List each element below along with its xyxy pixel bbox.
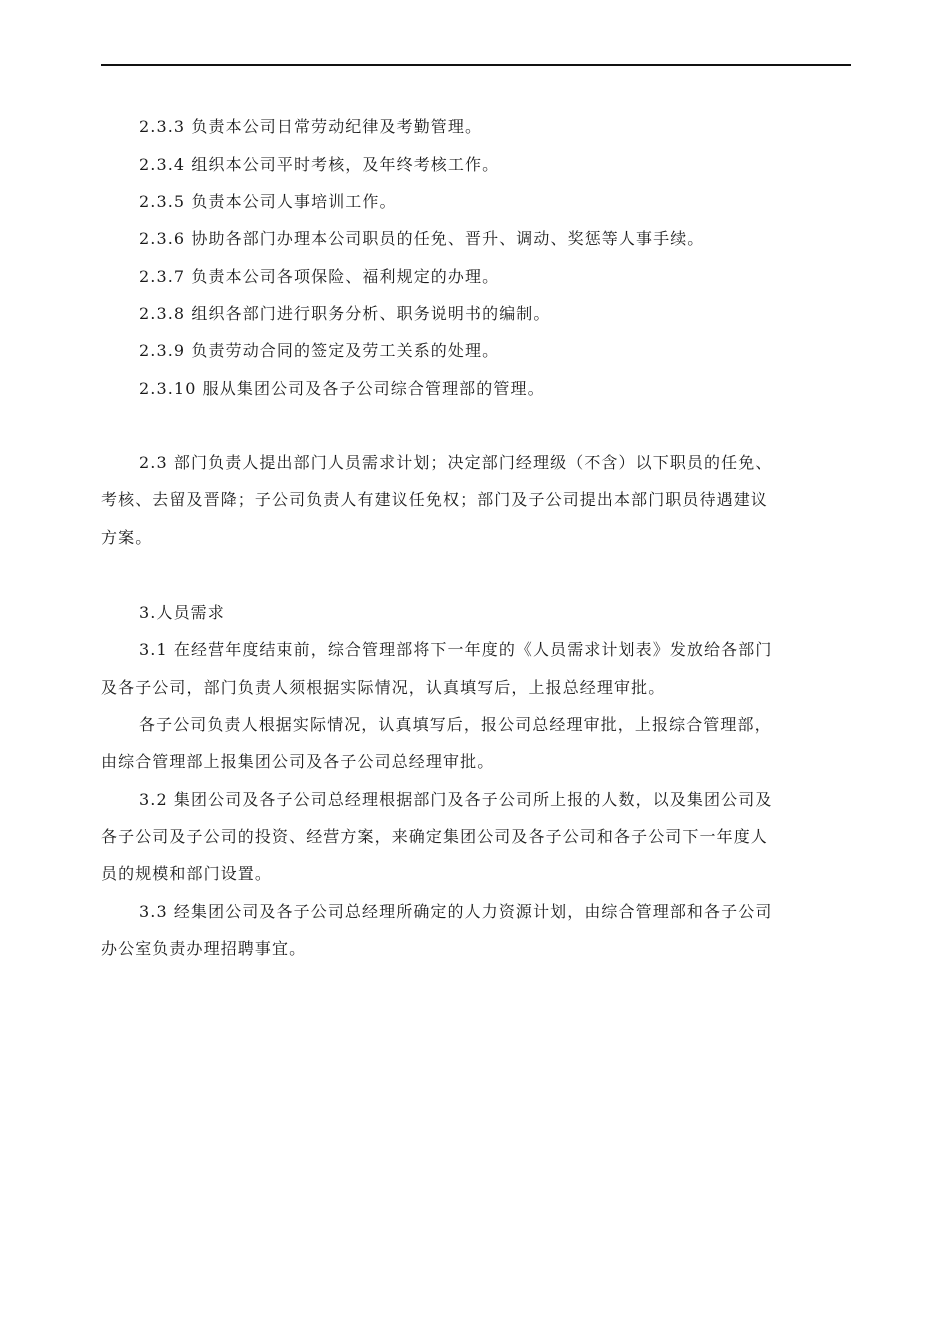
text-line-2-3-8: 2.3.8 组织各部门进行职务分析、职务说明书的编制。 bbox=[139, 304, 551, 323]
header-rule bbox=[101, 64, 851, 66]
paragraph-3-1-line-1: 3.1 在经营年度结束前，综合管理部将下一年度的《人员需求计划表》发放给各部门 bbox=[139, 640, 773, 659]
paragraph-3-2-line-1: 3.2 集团公司及各子公司总经理根据部门及各子公司所上报的人数，以及集团公司及 bbox=[139, 790, 773, 809]
paragraph-2-3-line-3: 方案。 bbox=[101, 528, 153, 547]
section-heading-3: 3.人员需求 bbox=[139, 603, 225, 622]
text-line-2-3-6: 2.3.6 协助各部门办理本公司职员的任免、晋升、调动、奖惩等人事手续。 bbox=[139, 229, 705, 248]
paragraph-3-1-line-2: 及各子公司，部门负责人须根据实际情况，认真填写后，上报总经理审批。 bbox=[101, 678, 666, 697]
paragraph-subsidiary-line-2: 由综合管理部上报集团公司及各子公司总经理审批。 bbox=[101, 752, 495, 771]
paragraph-2-3-line-1: 2.3 部门负责人提出部门人员需求计划；决定部门经理级（不含）以下职员的任免、 bbox=[139, 453, 773, 472]
text-line-2-3-7: 2.3.7 负责本公司各项保险、福利规定的办理。 bbox=[139, 267, 500, 286]
paragraph-3-2-line-2: 各子公司及子公司的投资、经营方案，来确定集团公司及各子公司和各子公司下一年度人 bbox=[101, 827, 768, 846]
paragraph-3-3-line-1: 3.3 经集团公司及各子公司总经理所确定的人力资源计划，由综合管理部和各子公司 bbox=[139, 902, 773, 921]
paragraph-3-3-line-2: 办公室负责办理招聘事宜。 bbox=[101, 939, 307, 958]
text-line-2-3-3: 2.3.3 负责本公司日常劳动纪律及考勤管理。 bbox=[139, 117, 483, 136]
text-line-2-3-4: 2.3.4 组织本公司平时考核，及年终考核工作。 bbox=[139, 155, 500, 174]
text-line-2-3-10: 2.3.10 服从集团公司及各子公司综合管理部的管理。 bbox=[139, 379, 545, 398]
paragraph-3-2-line-3: 员的规模和部门设置。 bbox=[101, 864, 273, 883]
text-line-2-3-9: 2.3.9 负责劳动合同的签定及劳工关系的处理。 bbox=[139, 341, 500, 360]
paragraph-2-3-line-2: 考核、去留及晋降；子公司负责人有建议任免权；部门及子公司提出本部门职员待遇建议 bbox=[101, 490, 768, 509]
text-line-2-3-5: 2.3.5 负责本公司人事培训工作。 bbox=[139, 192, 397, 211]
paragraph-subsidiary-line-1: 各子公司负责人根据实际情况，认真填写后，报公司总经理审批，上报综合管理部， bbox=[139, 715, 772, 734]
